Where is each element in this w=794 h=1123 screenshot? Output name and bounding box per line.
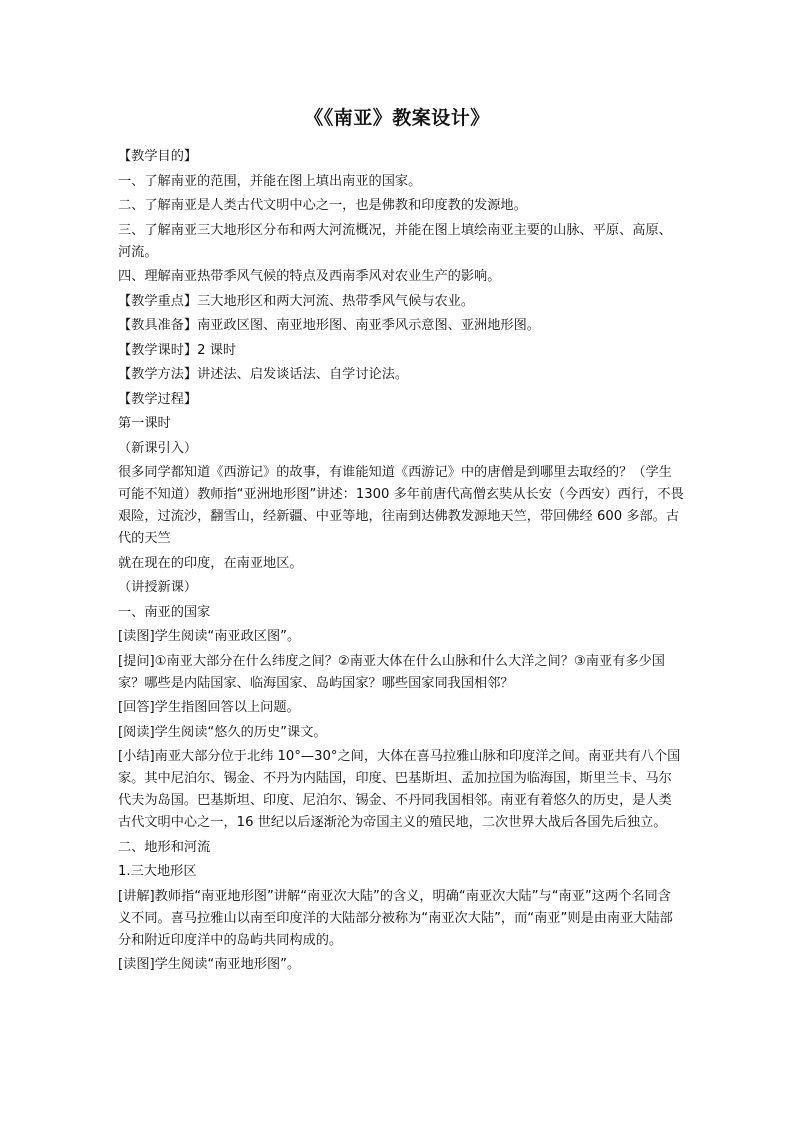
paragraph-section-countries: 一、南亚的国家	[118, 604, 211, 620]
paragraph-read-map-political: [读图]学生阅读“南亚政区图”。	[118, 629, 301, 644]
paragraph-read-map-terrain: [读图]学生阅读“南亚地形图”。	[118, 957, 301, 972]
paragraph-teaching-aids: 【教具准备】南亚政区图、南亚地形图、南亚季风示意图、亚洲地形图。	[118, 318, 540, 333]
paragraph-teaching-methods: 【教学方法】讲述法、启发谈话法、自学讨论法。	[118, 367, 409, 382]
paragraph-answer: [回答]学生指图回答以上问题。	[118, 700, 300, 715]
paragraph-three-regions: 1.三大地形区	[118, 864, 197, 879]
paragraph-key-points: 【教学重点】三大地形区和两大河流、热带季风气候与农业。	[118, 293, 475, 309]
paragraph-explanation: [讲解]教师指“南亚地形图”讲解“南亚次大陆”的含义，明确“南亚次大陆”与“南亚”这两个名同含义不同。喜马拉雅山以南至印度洋的大陆部分被称为“南亚次大陆”，而“南亚”则是由南亚大陆部分和附近印度洋中的岛屿共同构成的。	[118, 888, 673, 948]
paragraph-introduction-text: 很多同学都知道《西游记》的故事，有谁能知道《西游记》中的唐僧是到哪里去取经的？（学生可能不知道）教师指“亚洲地形图”讲述：1300 多年前唐代高僧玄奘从长安（今西安）西行，不畏艰险，过流沙，翻雪山，经新疆、中亚等地，往南到达佛教发源地天竺，带回佛经 600 多部。古代的天竺	[118, 465, 684, 546]
paragraph-objective-3: 三、了解南亚三大地形区分布和两大河流概况，并能在图上填绘南亚主要的山脉、平原、高原、河流。	[118, 222, 672, 260]
paragraph-introduction-label: （新课引入）	[118, 440, 198, 456]
paragraph-objective-4: 四、理解南亚热带季风气候的特点及西南季风对农业生产的影响。	[118, 269, 501, 284]
paragraph-class-hours: 【教学课时】2 课时	[118, 342, 237, 358]
paragraph-objective-1: 一、了解南亚的范围，并能在图上填出南亚的国家。	[118, 173, 422, 189]
paragraph-process-heading: 【教学过程】	[118, 391, 198, 407]
paragraph-section-terrain: 二、地形和河流	[118, 839, 211, 855]
paragraph-new-lesson-label: （讲授新课）	[118, 580, 198, 595]
paragraph-objectives-heading: 【教学目的】	[118, 149, 198, 164]
paragraph-first-lesson: 第一课时	[118, 416, 171, 431]
paragraph-introduction-end: 就在现在的印度，在南亚地区。	[118, 555, 303, 571]
paragraph-reading: [阅读]学生阅读“悠久的历史”课文。	[118, 724, 327, 740]
paragraph-questions: [提问]①南亚大部分在什么纬度之间？②南亚大体在什么山脉和什么大洋之间？③南亚有多少国家？哪些是内陆国家、临海国家、岛屿国家？哪些国家同我国相邻？	[118, 653, 665, 691]
paragraph-objective-2: 二、了解南亚是人类古代文明中心之一，也是佛教和印度教的发源地。	[118, 198, 527, 213]
document-title: 《《南亚》教案设计》	[304, 107, 490, 129]
paragraph-summary: [小结]南亚大部分位于北纬 10°—30°之间，大体在喜马拉雅山脉和印度洋之间。南亚共有八个国家。其中尼泊尔、锡金、不丹为内陆国，印度、巴基斯坦、孟加拉国为临海国，斯里兰卡、马尔代夫为岛国。巴基斯坦、印度、尼泊尔、锡金、不丹同我国相邻。南亚有着悠久的历史，是人类古代文明中心之一，16 世纪以后逐渐沦为帝国主义的殖民地，二次世界大战后各国先后独立。	[118, 749, 681, 830]
document-body	[118, 146, 684, 979]
